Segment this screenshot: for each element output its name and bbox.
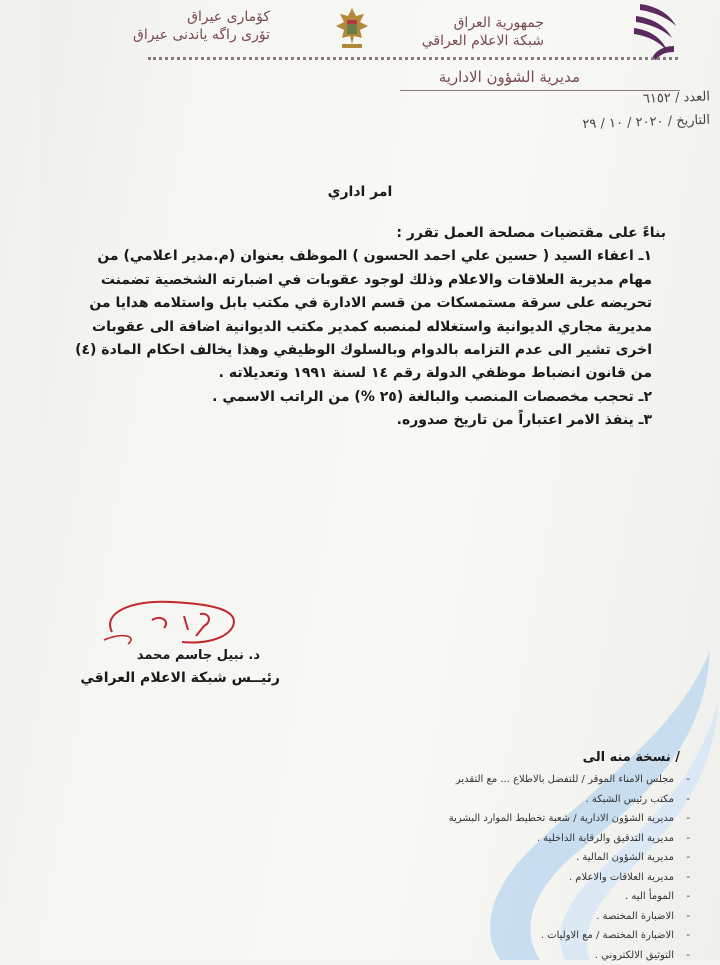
order-item-3: ٣ـ ينفذ الامر اعتباراً من تاريخ صدوره. (60, 409, 666, 432)
department-underline (400, 90, 680, 91)
reference-number: العدد / ٦١٥٢ (560, 89, 710, 109)
org-name-kurdish (110, 8, 270, 44)
signatory-name: د. نبيل جاسم محمد (80, 648, 260, 663)
list-item: -مديرية الشؤون المالية . (380, 848, 690, 868)
page-edge-shadow (0, 0, 40, 960)
list-item: -مديرية الشؤون الادارية / شعبة تخطيط الموارد البشرية (380, 809, 690, 829)
reference-date: التاريخ / ٢٠٢٠ / ١٠ / ٢٩ (520, 113, 710, 135)
list-item: -مجلس الامناء الموقر / للتفضل بالاطلاع ... مع التقدير (380, 770, 690, 790)
document-title: امر اداري (300, 184, 420, 200)
network-logo-icon (630, 0, 682, 62)
list-item: -الاضبارة المختصة . (380, 907, 690, 927)
signatory-title: رئيــس شبكة الاعلام العراقي (60, 670, 280, 686)
iraq-eagle-emblem-icon (330, 4, 374, 52)
list-item: -التوثيق الالكتروني . (380, 946, 690, 965)
org-name-arabic (374, 14, 544, 50)
country-name-kurdish: كۆماری عیراق (110, 8, 270, 26)
department-name: مديرية الشؤون الادارية (360, 68, 580, 86)
order-item-1: ١ـ اعفاء السيد ( حسين علي احمد الحسون ) الموظف بعنوان (م.مدير اعلامي) من مهام مديرية العلاقات والاعلام وذلك لوجود عقوبات في اضبارته الشخصية تضمنت تحريضه على سرقة مستمسكات من قسم الادارة في مكتب بابل واستلامه هدايا من مديرية مجاري الديوانية واستغلاله لمنصبه كمدير مكتب الديوانية اضافة الى عقوبات اخرى تشير الى عدم التزامه بالدوام وبالسلوك الوظيفي وهذا يخالف احكام المادة (٤) من قانون انضباط موظفي الدولة رقم ١٤ لسنة ١٩٩١ وتعديلاته . (60, 245, 666, 385)
list-item: -مكتب رئيس الشبكة . (380, 790, 690, 810)
list-item: -المومأ اليه . (380, 887, 690, 907)
network-name: شبكة الاعلام العراقي (374, 32, 544, 50)
list-item: -مديرية التدقيق والرقابة الداخلية . (380, 829, 690, 849)
network-name-kurdish: تۆری راگه یاندنی عیراق (110, 26, 270, 44)
order-item-2: ٢ـ تحجب مخصصات المنصب والبالغة (٢٥ %) من الراتب الاسمي . (60, 386, 666, 409)
list-item: -الاضبارة المختصة / مع الاوليات . (380, 926, 690, 946)
document-body (60, 222, 666, 433)
country-name: جمهورية العراق (374, 14, 544, 32)
header-divider (148, 57, 678, 60)
list-item: -مديرية العلاقات والاعلام . (380, 868, 690, 888)
intro-paragraph: بناءً على مقتضيات مصلحة العمل تقرر : (60, 222, 666, 245)
copies-list (380, 770, 690, 965)
copies-heading: نسخة منه الى / (560, 750, 680, 765)
